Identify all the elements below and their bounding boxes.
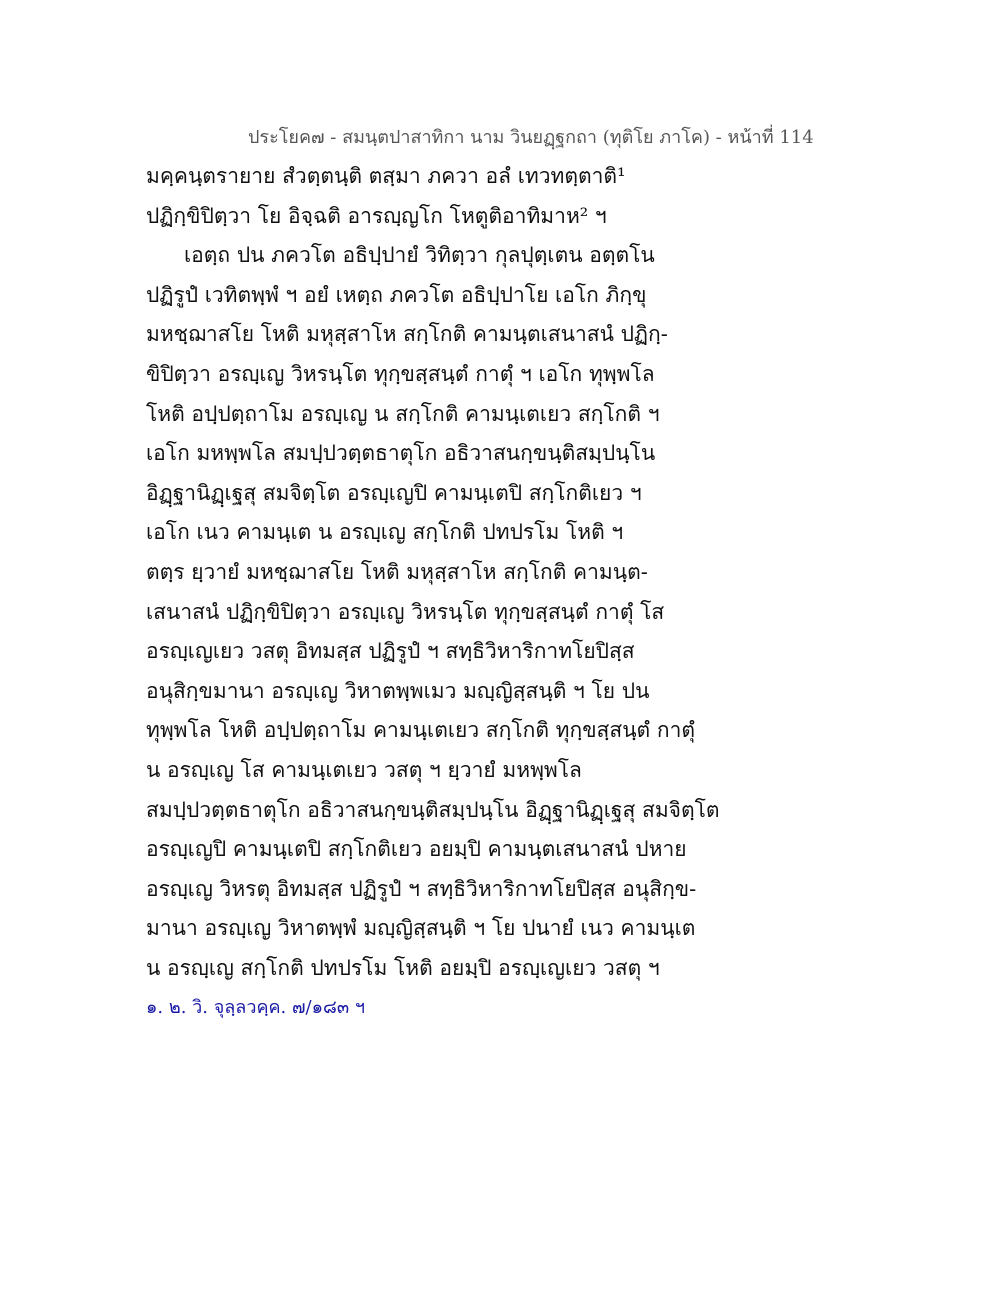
text-line: เสนาสนํ ปฏิกฺขิปิตฺวา อรญฺเญ วิหรนฺโต ทุกฺขสฺสนฺตํ กาตุํ โส — [146, 599, 665, 624]
text-line: อิฏฺฐานิฏฺเฐสุ สมจิตฺโต อรญฺเญปิ คามนฺเตปิ สกฺโกติเยว ฯ — [146, 480, 642, 505]
text-line: ปฏิรูปํ เวทิตพฺพํ ฯ อยํ เหตฺถ ภควโต อธิปฺปาโย เอโก ภิกฺขุ — [146, 282, 647, 307]
text-line: ปฏิกฺขิปิตฺวา โย อิจฺฉติ อารญฺญโก โหตูติอาทิมาห² ฯ — [146, 203, 607, 228]
text-line: น อรญฺเญ โส คามนฺเตเยว วสตุ ฯ ยฺวายํ มหพฺพโล — [146, 757, 582, 782]
text-line: เอโก มหพฺพโล สมปฺปวตฺตธาตุโก อธิวาสนกฺขนฺติสมฺปนฺโน — [146, 441, 656, 466]
text-line: ตตฺร ยฺวายํ มหชฺฌาสโย โหติ มหุสฺสาโห สกฺโกติ คามนฺต- — [146, 559, 648, 584]
text-line: โหติ อปฺปตฺถาโม อรญฺเญ น สกฺโกติ คามนฺเตเยว สกฺโกติ ฯ — [146, 401, 660, 426]
text-line: อนุสิกฺขมานา อรญฺเญ วิหาตพฺพเมว มญฺญิสฺสนฺติ ฯ โย ปน — [146, 678, 650, 703]
text-line: ขิปิตฺวา อรญฺเญ วิหรนฺโต ทุกฺขสฺสนฺตํ กาตุํ ฯ เอโก ทุพฺพโล — [146, 361, 655, 386]
page-header: ประโยค๗ - สมนฺตปาสาทิกา นาม วินยฏฺฐกถา (ทุติโย ภาโค) - หน้าที่ 114 — [248, 127, 814, 148]
text-line: มานา อรญฺเญ วิหาตพฺพํ มญฺญิสฺสนฺติ ฯ โย ปนายํ เนว คามนฺเต — [146, 916, 696, 941]
text-line: อรญฺเญเยว วสตุ อิทมสฺส ปฏิรูปํ ฯ สทฺธิวิหาริกาทโยปิสฺส — [146, 639, 635, 664]
text-line: อรญฺเญปิ คามนฺเตปิ สกฺโกติเยว อยมฺปิ คามนฺตเสนาสนํ ปหาย — [146, 837, 687, 862]
paragraph-start-line: เอตฺถ ปน ภควโต อธิปฺปายํ วิทิตฺวา กุลปุตฺเตน อตฺตโน — [184, 243, 655, 268]
text-line: เอโก เนว คามนฺเต น อรญฺเญ สกฺโกติ ปทปรโม โหติ ฯ — [146, 520, 624, 545]
text-line: สมปฺปวตฺตธาตุโก อธิวาสนกฺขนฺติสมฺปนฺโน อิฏฺฐานิฏฺเฐสุ สมจิตฺโต — [146, 797, 720, 822]
text-line: ทุพฺพโล โหติ อปฺปตฺถาโม คามนฺเตเยว สกฺโกติ ทุกฺขสฺสนฺตํ กาตุํ — [146, 718, 696, 743]
text-line: มคฺคนฺตรายาย สํวตฺตนฺติ ตสฺมา ภควา อลํ เทวทตฺตาติ¹ — [146, 164, 626, 188]
text-line: น อรญฺเญ สกฺโกติ ปทปรโม โหติ อยมฺปิ อรญฺเญเยว วสตุ ฯ — [146, 955, 660, 980]
body-text — [146, 157, 866, 988]
footnote: ๑. ๒. วิ. จุลฺลวคฺค. ๗/๑๘๓ ฯ — [146, 997, 366, 1018]
text-line: มหชฺฌาสโย โหติ มหุสฺสาโห สกฺโกติ คามนฺตเสนาสนํ ปฏิกฺ- — [146, 322, 668, 347]
text-line: อรญฺเญ วิหรตุ อิทมสฺส ปฏิรูปํ ฯ สทฺธิวิหาริกาทโยปิสฺส อนุสิกฺข- — [146, 876, 697, 901]
